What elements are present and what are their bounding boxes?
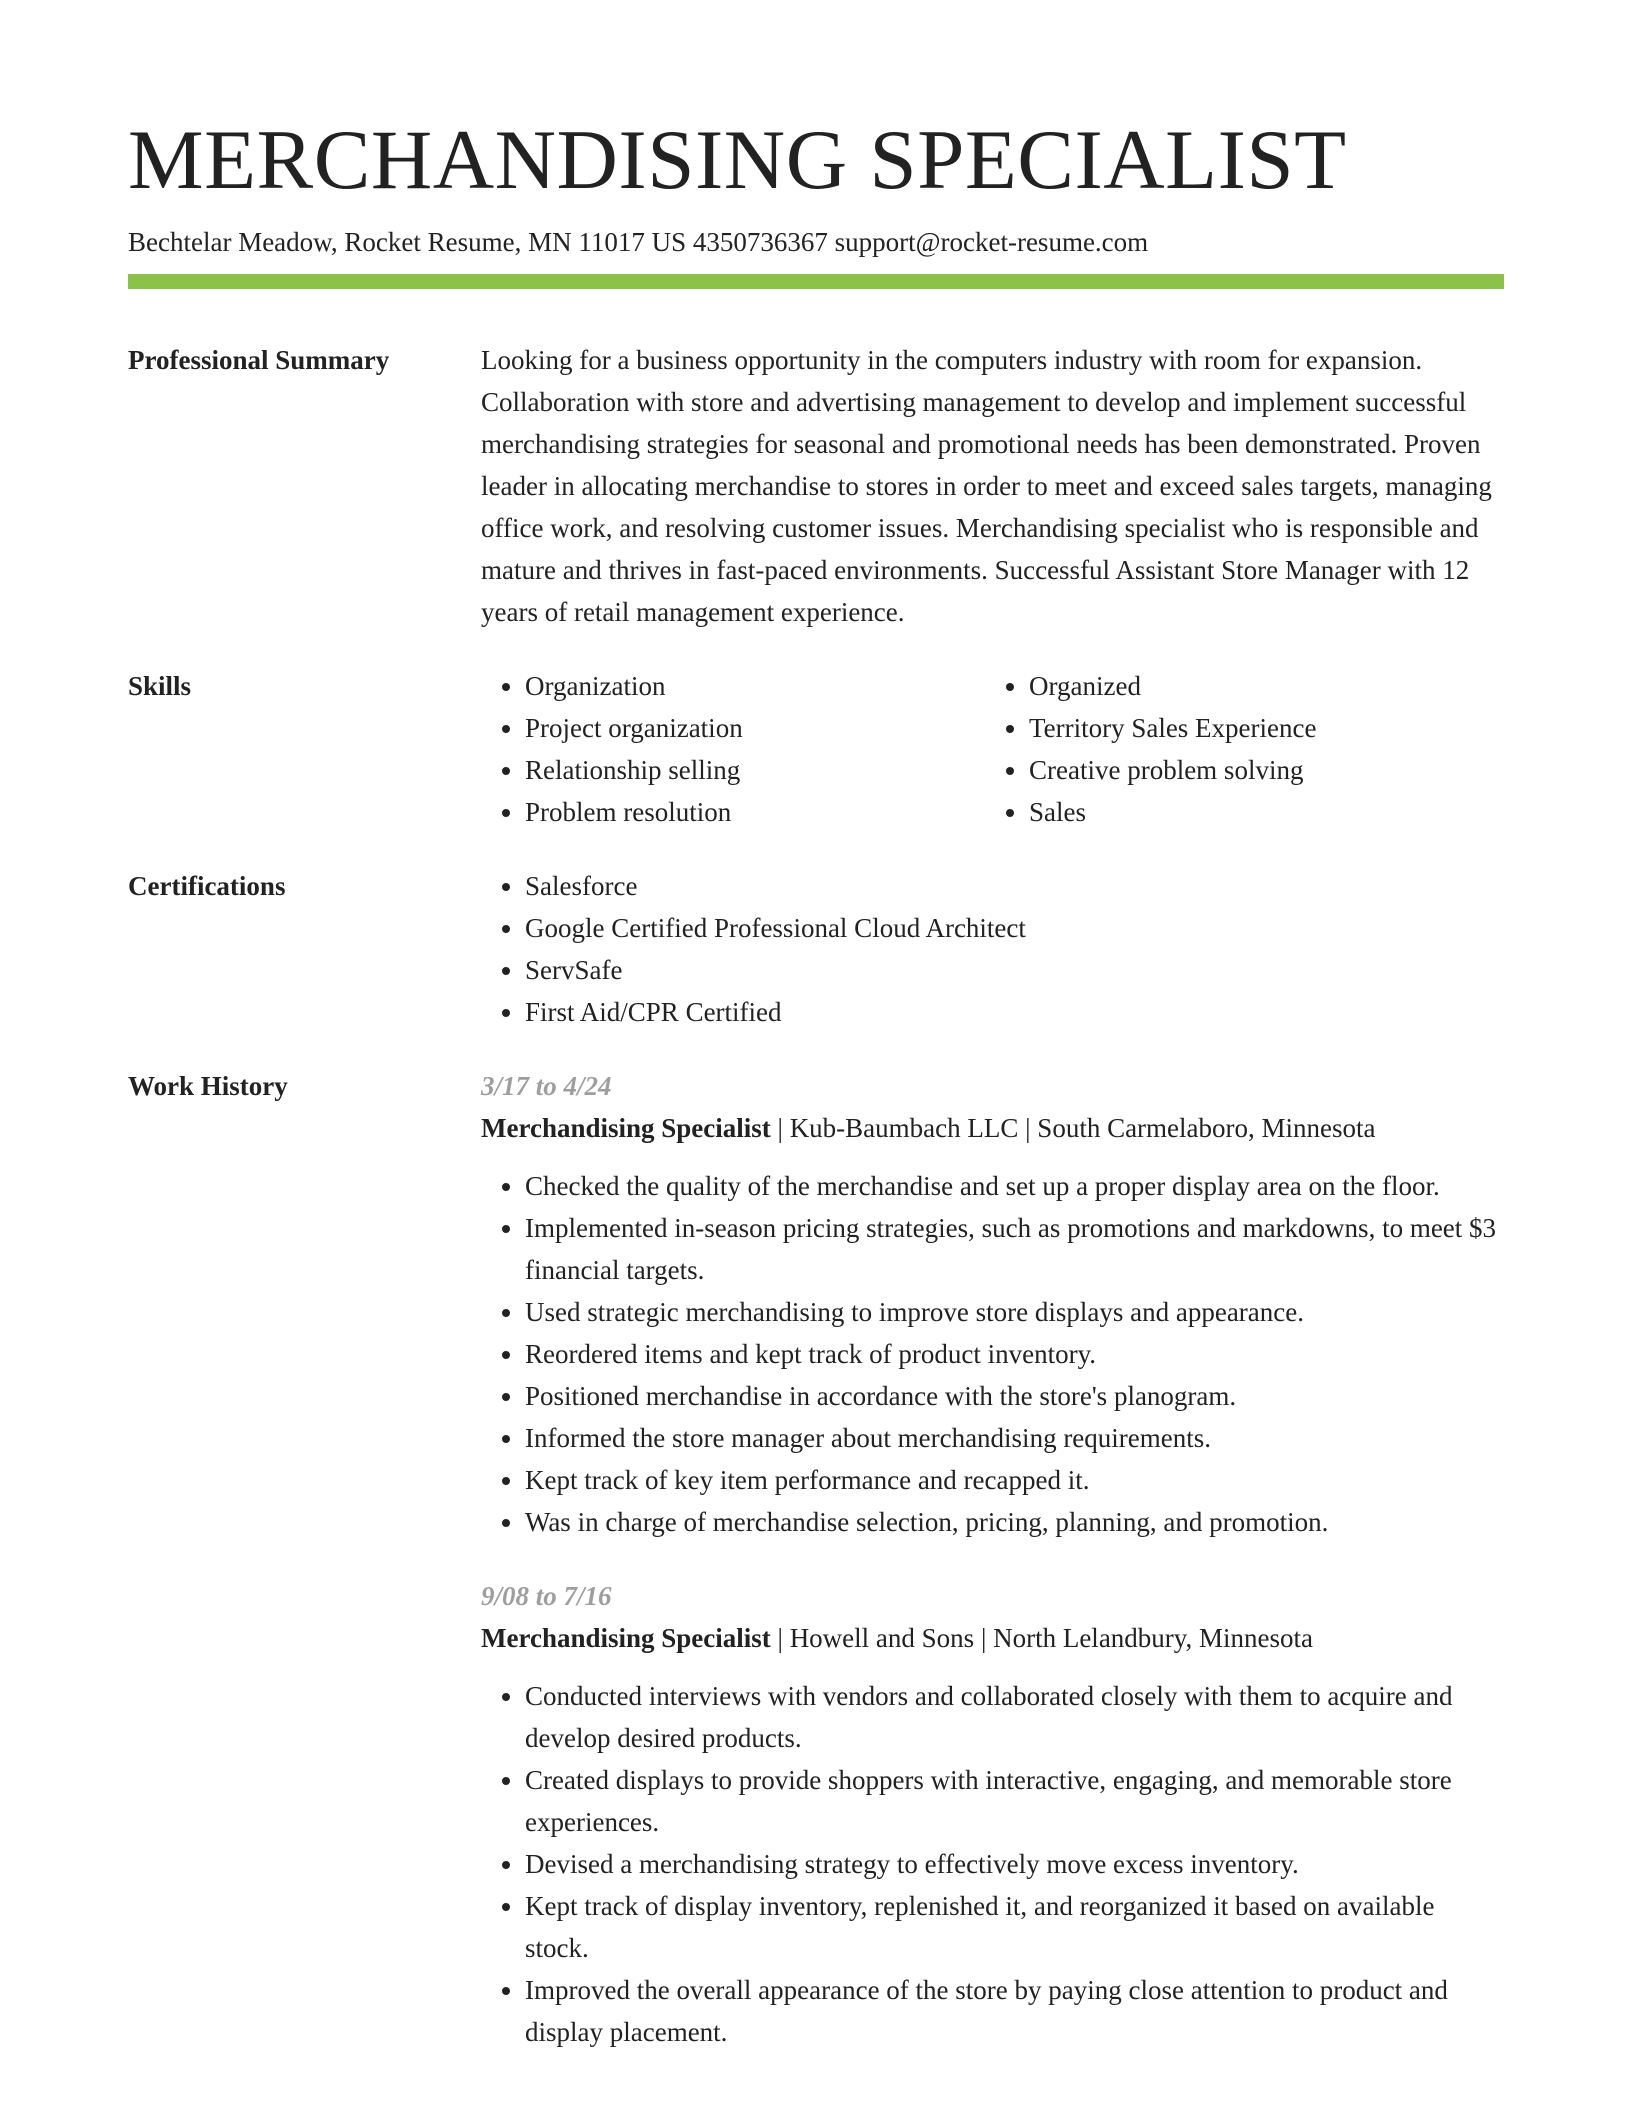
job-bullet: • Conducted interviews with vendors and collaborated closely with them to acquire and develop desired products. [525,1675,1504,1759]
job-company: Howell and Sons [789,1623,975,1654]
job-title: Merchandising Specialist [481,1623,771,1654]
job-location: South Carmelaboro, Minnesota [1037,1113,1376,1144]
job-bullet: • Implemented in-season pricing strategies, such as promotions and markdowns, to meet $3 financial targets. [525,1207,1504,1291]
job-bullet: • Positioned merchandise in accordance with the store's planogram. [525,1375,1504,1417]
summary-heading: Professional Summary [128,345,390,376]
certifications-section [128,865,1504,1033]
skill-item: • Sales [1029,791,1489,833]
summary-text: Looking for a business opportunity in the computers industry with room for expansion. Collaboration with store and advertising management to develop and implement successful merchandising strategies for seasonal and promotional needs has been demonstrated. Proven leader in allocating merchandise to stores in order to meet and exceed sales targets, managing office work, and resolving customer issues. Merchandising specialist who is responsible and mature and thrives in fast-paced environments. Successful Assistant Store Manager with 12 years of retail management experience. [481,345,1492,628]
skill-item: • Project organization [525,707,985,749]
header-divider [128,274,1504,289]
job-bullet: • Used strategic merchandising to improve store displays and appearance. [525,1291,1504,1333]
certifications-heading: Certifications [128,871,286,902]
job-company: Kub-Baumbach LLC [789,1113,1019,1144]
skill-item: • Problem resolution [525,791,985,833]
job-header: Merchandising Specialist | Howell and Sons | North Lelandbury, Minnesota [481,1623,1314,1654]
skill-item: • Creative problem solving [1029,749,1489,791]
skill-item: • Organized [1029,665,1489,707]
certification-item: • Google Certified Professional Cloud Architect [525,907,1504,949]
job-dates: 9/08 to 7/16 [481,1581,612,1612]
skill-item: • Organization [525,665,985,707]
contact-phone: 4350736367 [692,227,828,257]
job-entry [481,1575,1504,2053]
skills-list-right [985,665,1489,833]
job-bullet: • Was in charge of merchandise selection, pricing, planning, and promotion. [525,1501,1504,1543]
skill-item: • Relationship selling [525,749,985,791]
job-bullet: • Improved the overall appearance of the store by paying close attention to product and display placement. [525,1969,1504,2053]
contact-email: support@rocket-resume.com [834,227,1149,257]
job-bullet: • Kept track of display inventory, replenished it, and reorganized it based on available stock. [525,1885,1504,1969]
job-bullet: • Created displays to provide shoppers with interactive, engaging, and memorable store experiences. [525,1759,1504,1843]
job-bullet: • Informed the store manager about merchandising requirements. [525,1417,1504,1459]
skill-item: • Territory Sales Experience [1029,707,1489,749]
job-location: North Lelandbury, Minnesota [993,1623,1314,1654]
job-bullets [481,1675,1504,2053]
skills-grid [481,665,1504,833]
certifications-list [481,865,1504,1033]
job-title: Merchandising Specialist [481,1113,771,1144]
work-history-heading: Work History [128,1071,288,1102]
job-bullet: • Checked the quality of the merchandise and set up a proper display area on the floor. [525,1165,1504,1207]
job-bullet: • Devised a merchandising strategy to effectively move excess inventory. [525,1843,1504,1885]
skills-section [128,665,1504,833]
certification-item: • Salesforce [525,865,1504,907]
summary-section [128,339,1504,633]
skills-heading: Skills [128,671,192,702]
page-title: MERCHANDISING SPECIALIST [128,113,1347,207]
job-entry [481,1065,1504,1543]
job-bullets [481,1165,1504,1543]
certification-item: • First Aid/CPR Certified [525,991,1504,1033]
work-history-section [128,1065,1504,2053]
contact-line [128,225,1504,260]
job-bullet: • Kept track of key item performance and recapped it. [525,1459,1504,1501]
job-dates: 3/17 to 4/24 [481,1071,612,1102]
certification-item: • ServSafe [525,949,1504,991]
job-header: Merchandising Specialist | Kub-Baumbach LLC | South Carmelaboro, Minnesota [481,1113,1376,1144]
job-bullet: • Reordered items and kept track of product inventory. [525,1333,1504,1375]
skills-list-left [481,665,985,833]
contact-address: Bechtelar Meadow, Rocket Resume, MN 11017 US [128,227,687,257]
